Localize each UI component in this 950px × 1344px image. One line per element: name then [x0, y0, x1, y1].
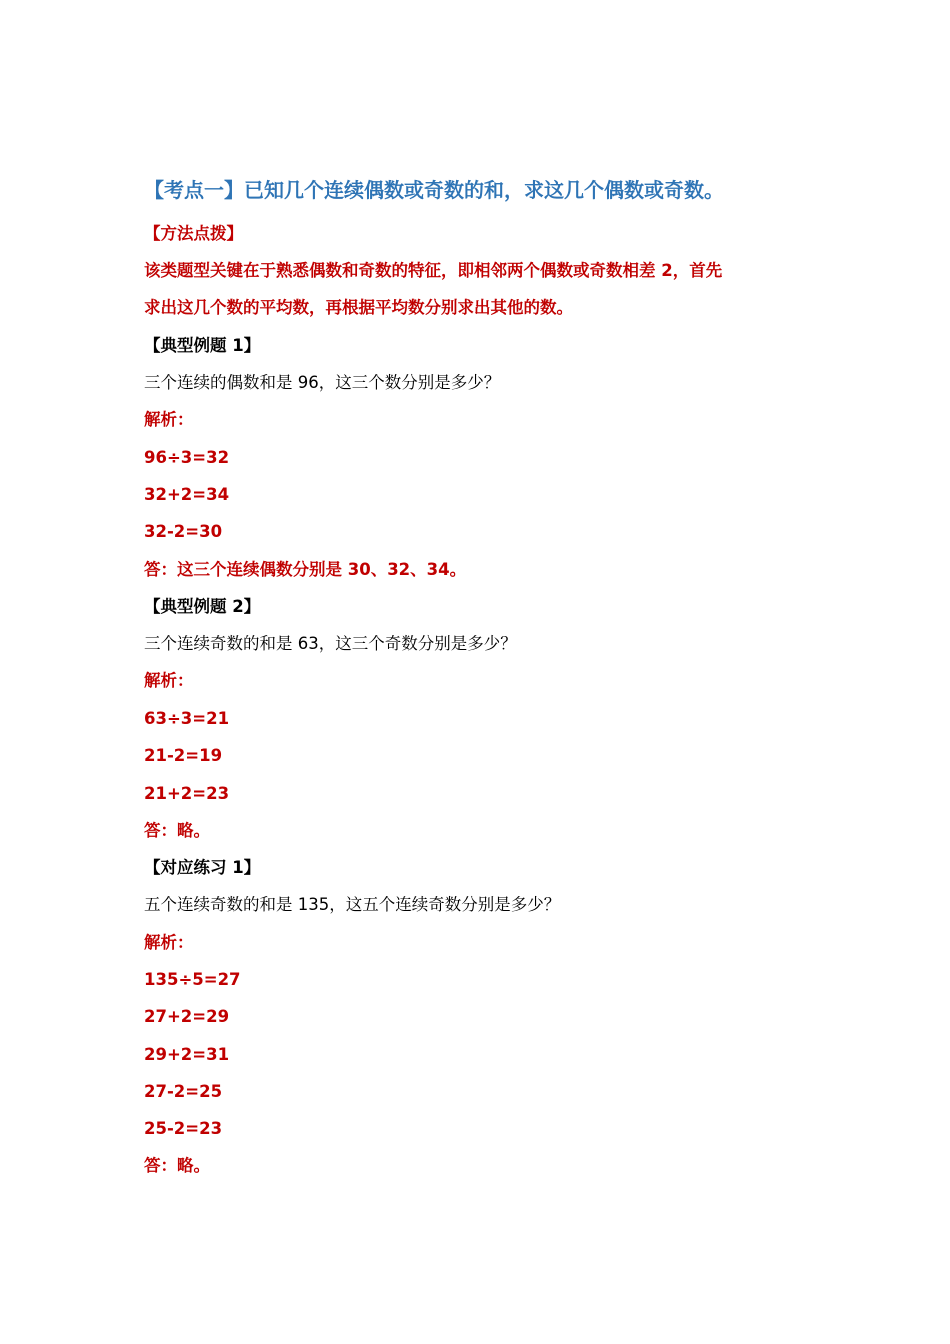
section-title: 【考点一】已知几个连续偶数或奇数的和，求这几个偶数或奇数。: [144, 178, 724, 202]
method-heading: 【方法点拨】: [144, 224, 243, 243]
example-1-step: 96÷3=32: [144, 448, 230, 467]
example-1-step: 32-2=30: [144, 522, 223, 541]
practice-1-step: 29+2=31: [144, 1045, 230, 1064]
method-text-line-1: 该类题型关键在于熟悉偶数和奇数的特征，即相邻两个偶数或奇数相差 2，首先: [144, 261, 723, 280]
practice-1-question: 五个连续奇数的和是 135，这五个连续奇数分别是多少？: [144, 895, 561, 914]
practice-1-answer: 答：略。: [144, 1156, 210, 1175]
example-2-answer: 答：略。: [144, 821, 210, 840]
practice-1-step: 27+2=29: [144, 1007, 230, 1026]
example-2-analysis-label: 解析：: [144, 671, 194, 690]
example-1-step: 32+2=34: [144, 485, 230, 504]
example-2-question: 三个连续奇数的和是 63，这三个奇数分别是多少？: [144, 634, 517, 653]
example-1-answer: 答：这三个连续偶数分别是 30、32、34。: [144, 560, 467, 579]
example-1-heading: 【典型例题 1】: [144, 336, 261, 355]
example-2-heading: 【典型例题 2】: [144, 597, 261, 616]
practice-1-analysis-label: 解析：: [144, 933, 194, 952]
practice-1-step: 27-2=25: [144, 1082, 223, 1101]
example-1-analysis-label: 解析：: [144, 410, 194, 429]
practice-1-heading: 【对应练习 1】: [144, 858, 261, 877]
practice-1-step: 135÷5=27: [144, 970, 241, 989]
example-2-step: 21+2=23: [144, 784, 230, 803]
method-text-line-2: 求出这几个数的平均数，再根据平均数分别求出其他的数。: [144, 298, 573, 317]
example-2-step: 21-2=19: [144, 746, 223, 765]
practice-1-step: 25-2=23: [144, 1119, 223, 1138]
example-2-step: 63÷3=21: [144, 709, 230, 728]
example-1-question: 三个连续的偶数和是 96，这三个数分别是多少？: [144, 373, 501, 392]
